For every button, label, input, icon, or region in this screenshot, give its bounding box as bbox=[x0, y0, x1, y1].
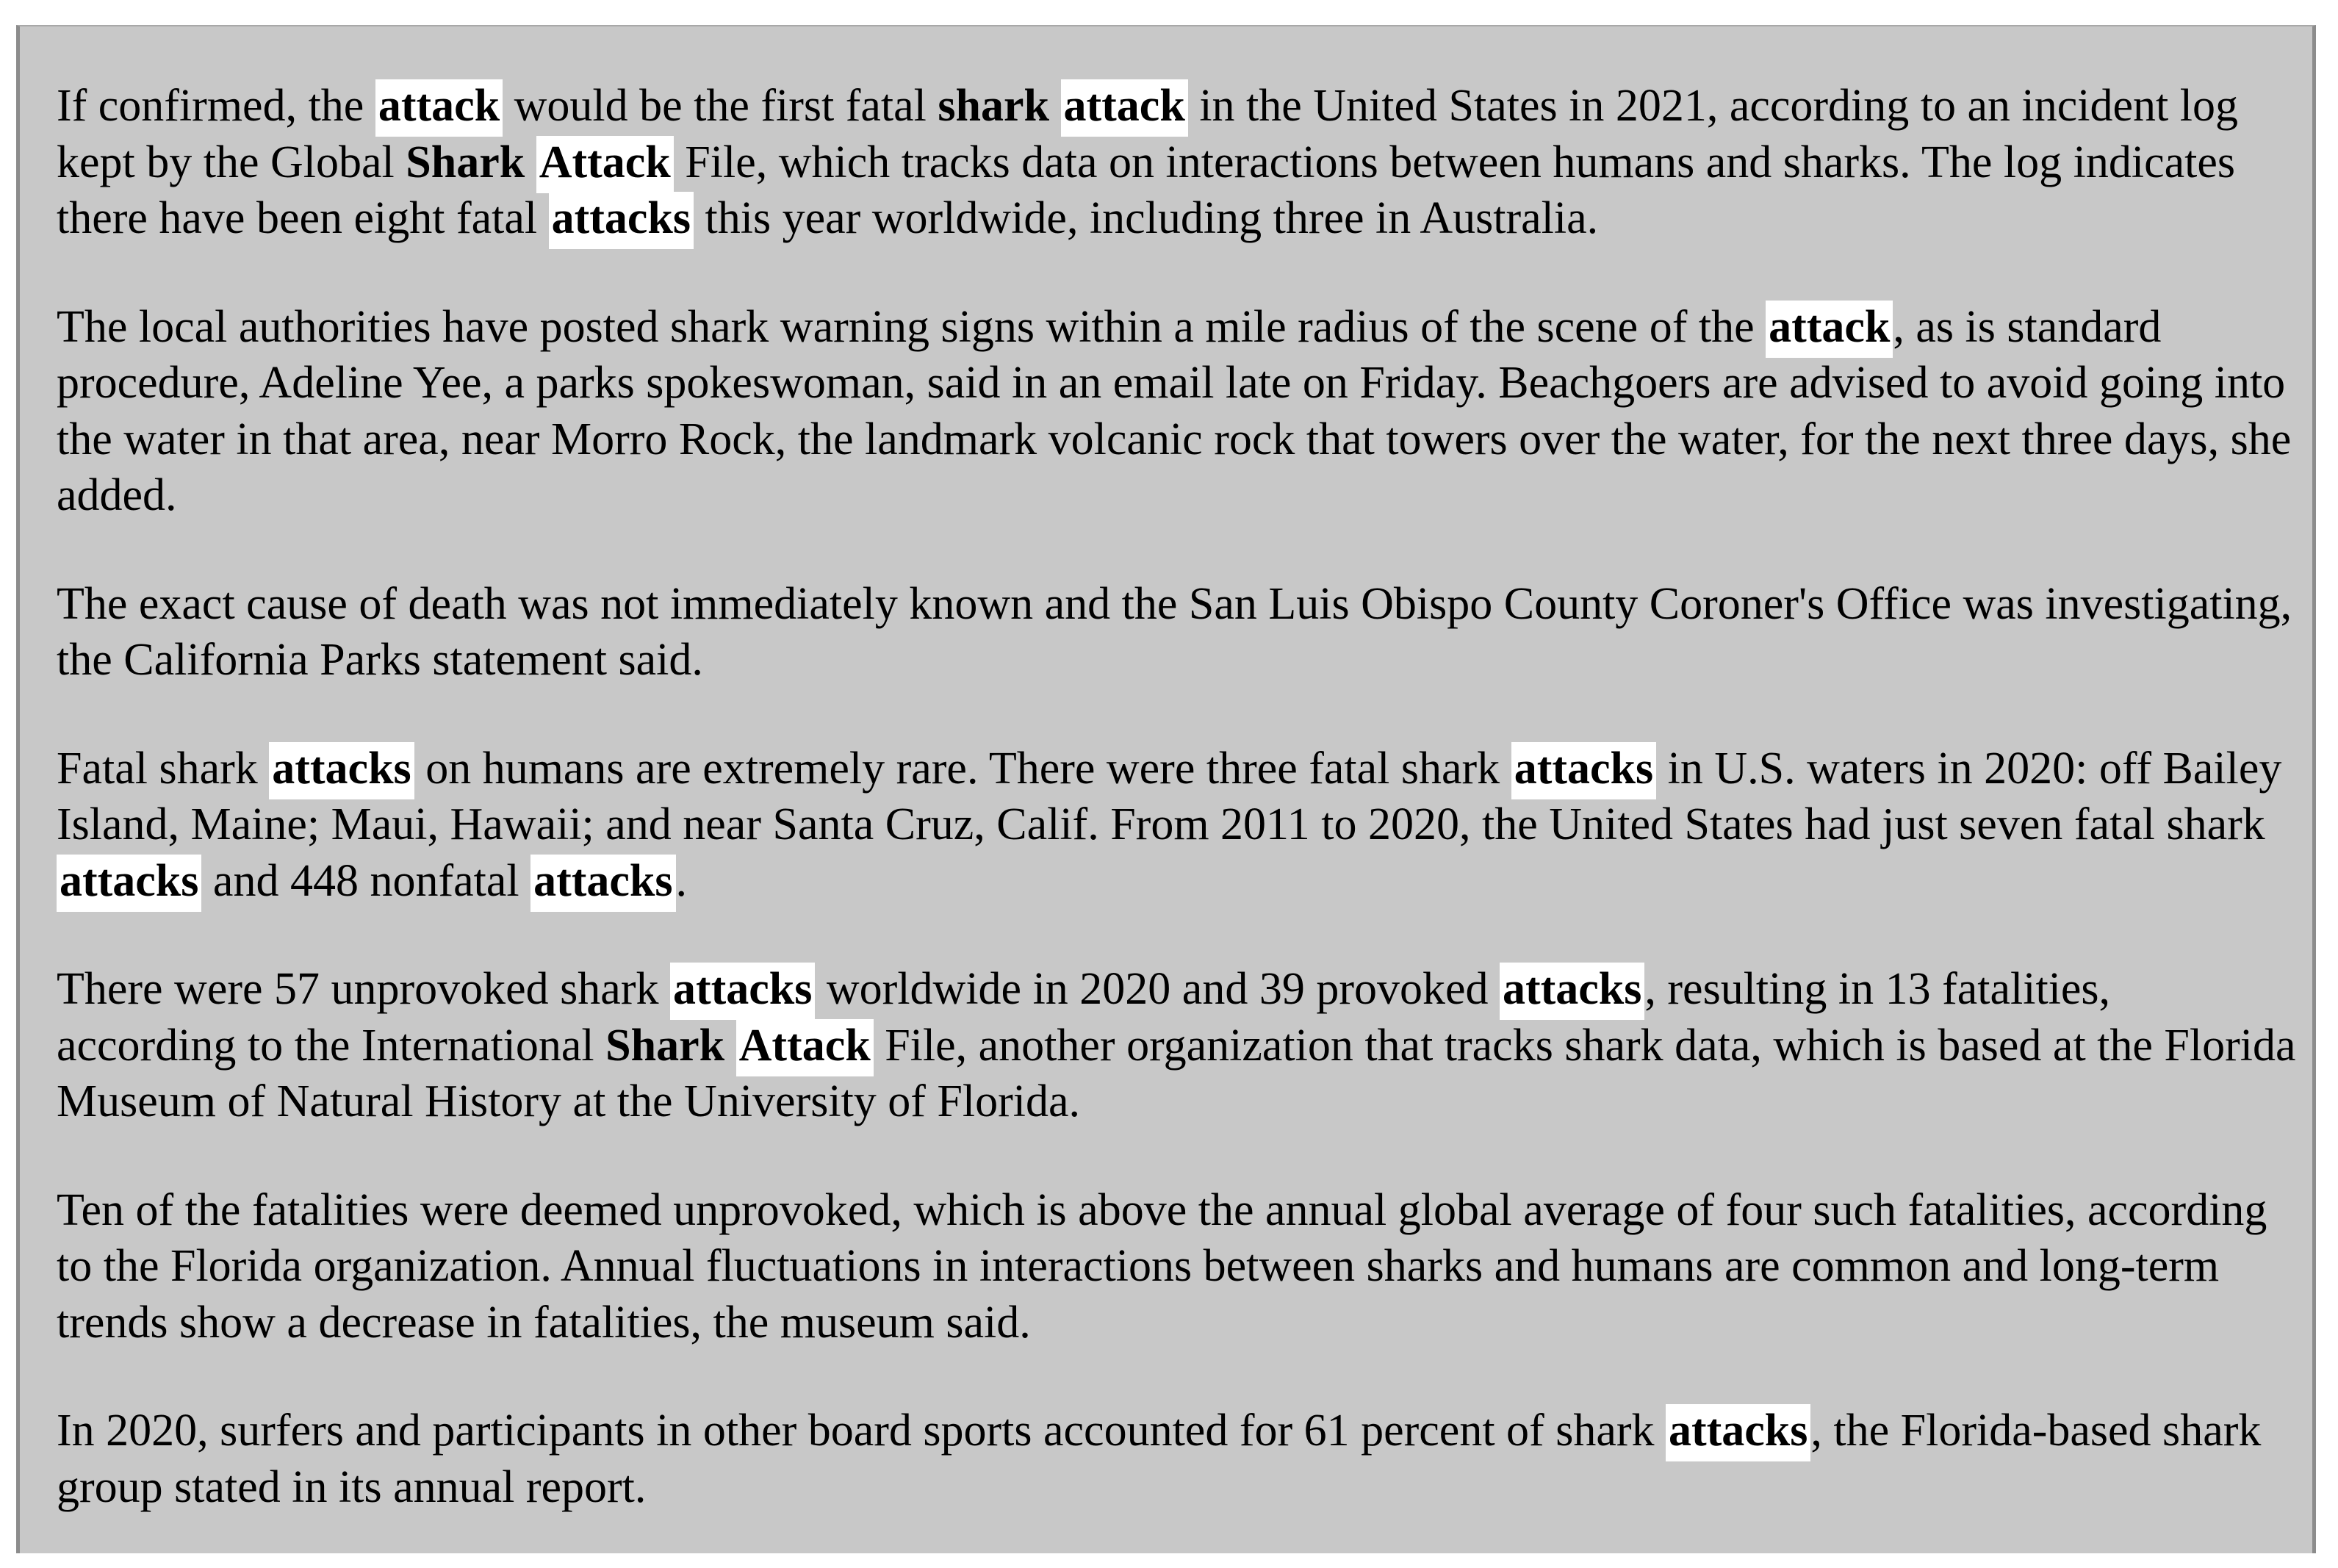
text-segment: Fatal shark bbox=[57, 743, 270, 794]
document-panel bbox=[16, 25, 2316, 1553]
paragraph-7 bbox=[57, 1403, 2298, 1515]
text-segment: , resulting in 13 fatalities, according to the International bbox=[57, 964, 2122, 1071]
text-segment: , as is standard procedure, Adeline Yee, a parks spokeswoman, said in an email late on Friday. Beachgoers are advised to avoid going into the water in that area, near Morro Rock, the landmark volcanic rock that towers over the water, for the next three days, she added. bbox=[57, 301, 2303, 520]
text-segment bbox=[1049, 81, 1061, 131]
paragraph-3 bbox=[57, 576, 2303, 688]
highlighted-term: attacks bbox=[530, 855, 675, 912]
text-segment: File, another organization that tracks shark data, which is based at the Florida Museum of Natural History at the University of Florida. bbox=[57, 1020, 2308, 1126]
text-segment: shark bbox=[938, 81, 1050, 131]
text-segment: Shark bbox=[406, 137, 525, 187]
text-segment: in the United States in 2021, according to an incident log kept by the Global bbox=[57, 81, 2250, 187]
highlighted-term: attacks bbox=[670, 963, 815, 1020]
highlighted-term: attack bbox=[1061, 79, 1188, 137]
text-segment: on humans are extremely rare. There were three fatal shark bbox=[414, 743, 1511, 794]
text-segment: worldwide in 2020 and 39 provoked bbox=[815, 964, 1500, 1014]
highlighted-term: attacks bbox=[1666, 1404, 1810, 1461]
highlighted-term: attack bbox=[375, 79, 503, 137]
text-segment bbox=[525, 137, 536, 187]
text-segment: . bbox=[675, 855, 687, 906]
highlighted-term: attacks bbox=[57, 855, 201, 912]
text-segment: There were 57 unprovoked shark bbox=[57, 964, 670, 1014]
text-segment: If confirmed, the bbox=[57, 81, 375, 131]
text-segment: Ten of the fatalities were deemed unprovoked, which is above the annual global average of four such fatalities, according to the Florida organization. Annual fluctuations in interactions between sharks and humans are common and long-term trends show a decrease in fatalities, the museum said. bbox=[57, 1184, 2278, 1348]
text-segment: Shark bbox=[605, 1020, 725, 1071]
highlighted-term: attack bbox=[1766, 301, 1893, 358]
text-segment: In 2020, surfers and participants in other board sports accounted for 61 percent of shark bbox=[57, 1406, 1666, 1456]
paragraph-2 bbox=[57, 299, 2303, 524]
highlighted-term: attacks bbox=[549, 192, 694, 249]
text-segment: , the Florida-based shark group stated in its annual report. bbox=[57, 1406, 2273, 1512]
highlighted-term: Attack bbox=[536, 136, 674, 193]
text-segment: would be the first fatal bbox=[503, 81, 938, 131]
text-segment bbox=[724, 1021, 736, 1071]
article-body bbox=[57, 78, 2308, 1515]
highlighted-term: Attack bbox=[736, 1019, 874, 1076]
text-segment: File, which tracks data on interactions between humans and sharks. The log indicates there have been eight fatal bbox=[57, 137, 2247, 243]
paragraph-5 bbox=[57, 961, 2308, 1130]
text-segment: in U.S. waters in 2020: off Bailey Island, Maine; Maui, Hawaii; and near Santa Cruz, Calif. From 2011 to 2020, the United States had just seven fatal shark bbox=[57, 743, 2293, 849]
paragraph-1 bbox=[57, 78, 2298, 247]
highlighted-term: attacks bbox=[1511, 742, 1656, 799]
text-segment: The local authorities have posted shark warning signs within a mile radius of the scene of the bbox=[57, 301, 1766, 352]
paragraph-4 bbox=[57, 741, 2298, 910]
highlighted-term: attacks bbox=[269, 742, 414, 799]
text-segment: this year worldwide, including three in Australia. bbox=[694, 193, 1599, 243]
highlighted-term: attacks bbox=[1500, 963, 1644, 1020]
paragraph-6 bbox=[57, 1182, 2298, 1351]
text-segment: The exact cause of death was not immediately known and the San Luis Obispo County Coroner's Office was investigating, the California Parks statement said. bbox=[57, 578, 2303, 685]
text-segment: and 448 nonfatal bbox=[201, 855, 531, 906]
